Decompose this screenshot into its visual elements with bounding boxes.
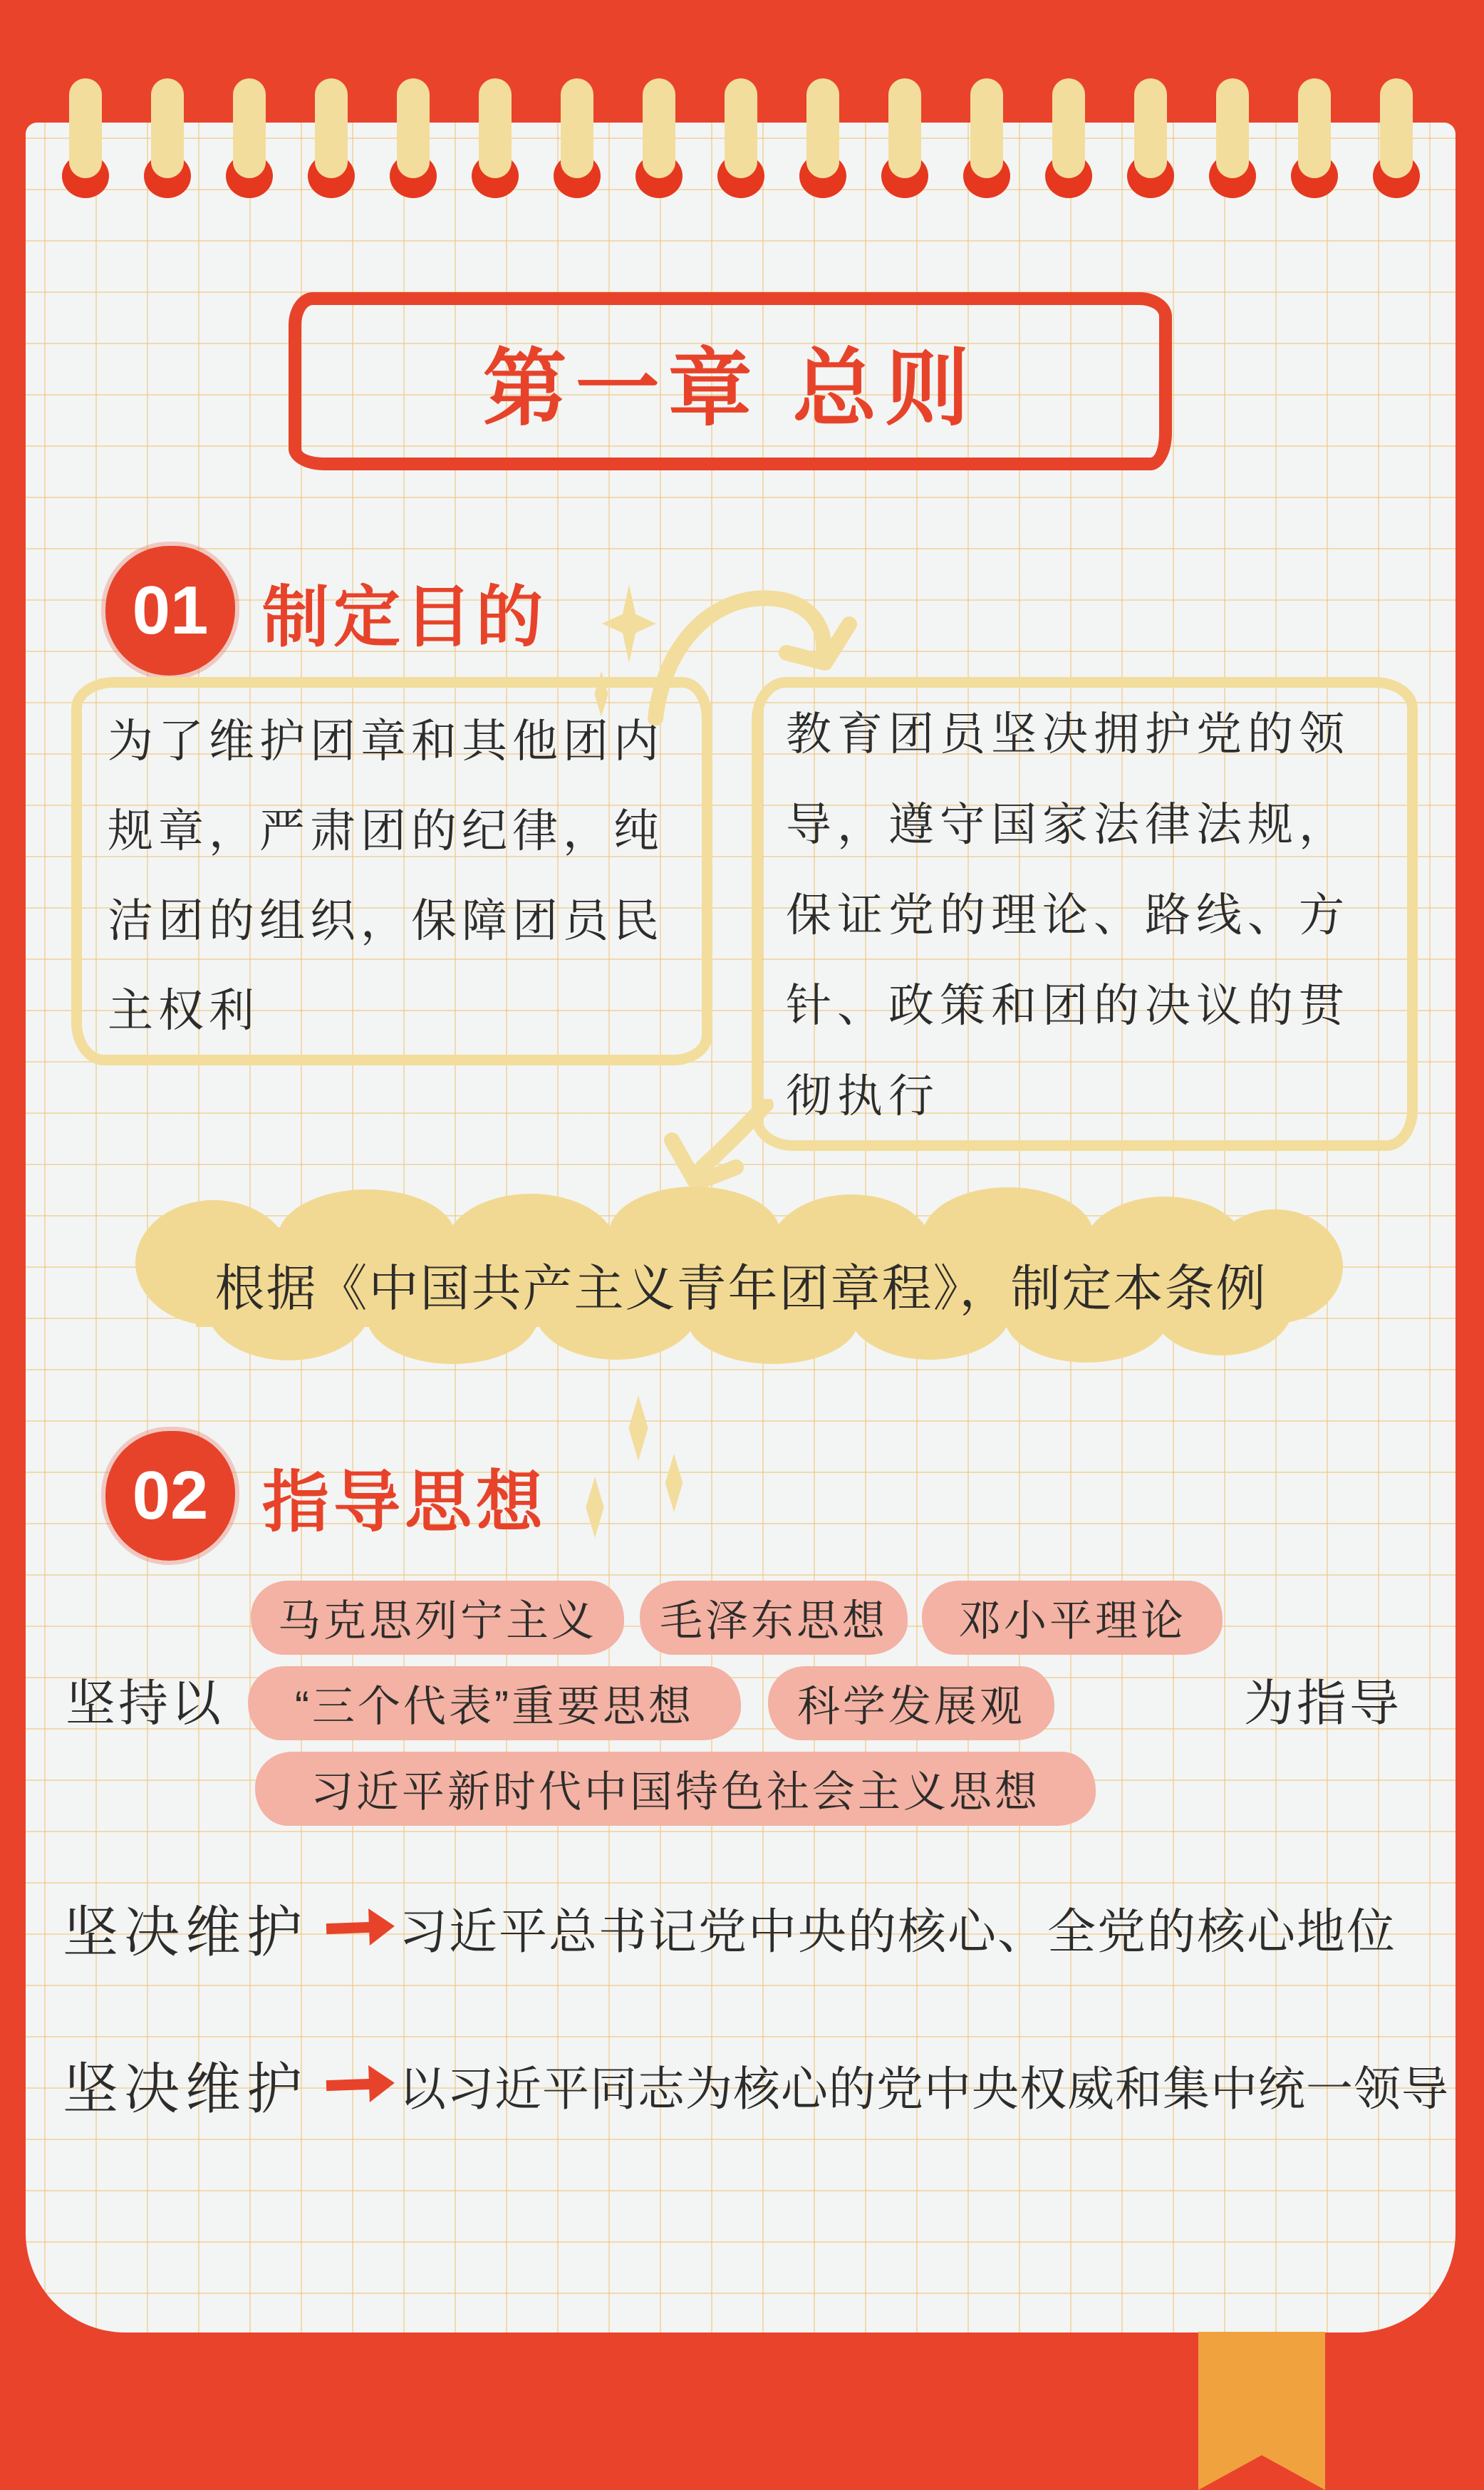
uphold-label: 坚决维护	[63, 1901, 308, 1963]
note-line: 彻执行	[786, 1070, 940, 1122]
highlight-term: 邓小平理论	[922, 1581, 1223, 1655]
note-line: 洁团的组织，保障团员民	[108, 895, 664, 946]
highlight-term: 科学发展观	[768, 1666, 1054, 1740]
note-line: 规章，严肃团的纪律，纯	[108, 805, 664, 857]
uphold-content: 习近平总书记党中央的核心、全党的核心地位	[399, 1904, 1397, 1959]
section-number-badge: 01	[105, 546, 235, 676]
right-arrow-icon	[326, 1921, 370, 1933]
note-line: 保证党的理论、路线、方	[786, 889, 1350, 941]
note-line: 为了维护团章和其他团内	[108, 716, 664, 767]
right-arrow-icon	[326, 2078, 370, 2090]
section-number-badge: 02	[105, 1431, 235, 1561]
note-line: 教育团员坚决拥护党的领	[786, 708, 1350, 760]
section-02-header	[105, 1431, 547, 1561]
highlight-term: “三个代表”重要思想	[248, 1666, 741, 1740]
guiding-suffix: 为指导	[1244, 1675, 1402, 1731]
section-02-title: 指导思想	[262, 1464, 548, 1539]
section-01-header	[105, 546, 547, 676]
chapter-title: 第一章 总则	[482, 342, 978, 436]
purpose-left-note	[71, 677, 712, 1065]
purpose-right-note	[752, 677, 1418, 1151]
bookmark-ribbon-icon	[1198, 2332, 1325, 2490]
highlight-term: 习近平新时代中国特色社会主义思想	[255, 1752, 1096, 1826]
note-line: 导，遵守国家法律法规，	[786, 799, 1350, 850]
uphold-row	[63, 2047, 1449, 2122]
uphold-content: 以习近平同志为核心的党中央权威和集中统一领导	[399, 2062, 1450, 2115]
highlight-term: 马克思列宁主义	[251, 1581, 624, 1655]
note-line: 针、政策和团的决议的贯	[786, 980, 1350, 1031]
uphold-row	[63, 1891, 1396, 1965]
section-01-title: 制定目的	[262, 579, 548, 654]
basis-banner-text: 根据《中国共产主义青年团章程》，制定本条例	[214, 1261, 1267, 1316]
guiding-prefix: 坚持以	[66, 1675, 224, 1731]
highlight-term: 毛泽东思想	[640, 1581, 908, 1655]
uphold-label: 坚决维护	[63, 2057, 308, 2120]
chapter-title-box	[289, 292, 1172, 470]
note-line: 主权利	[108, 985, 259, 1036]
